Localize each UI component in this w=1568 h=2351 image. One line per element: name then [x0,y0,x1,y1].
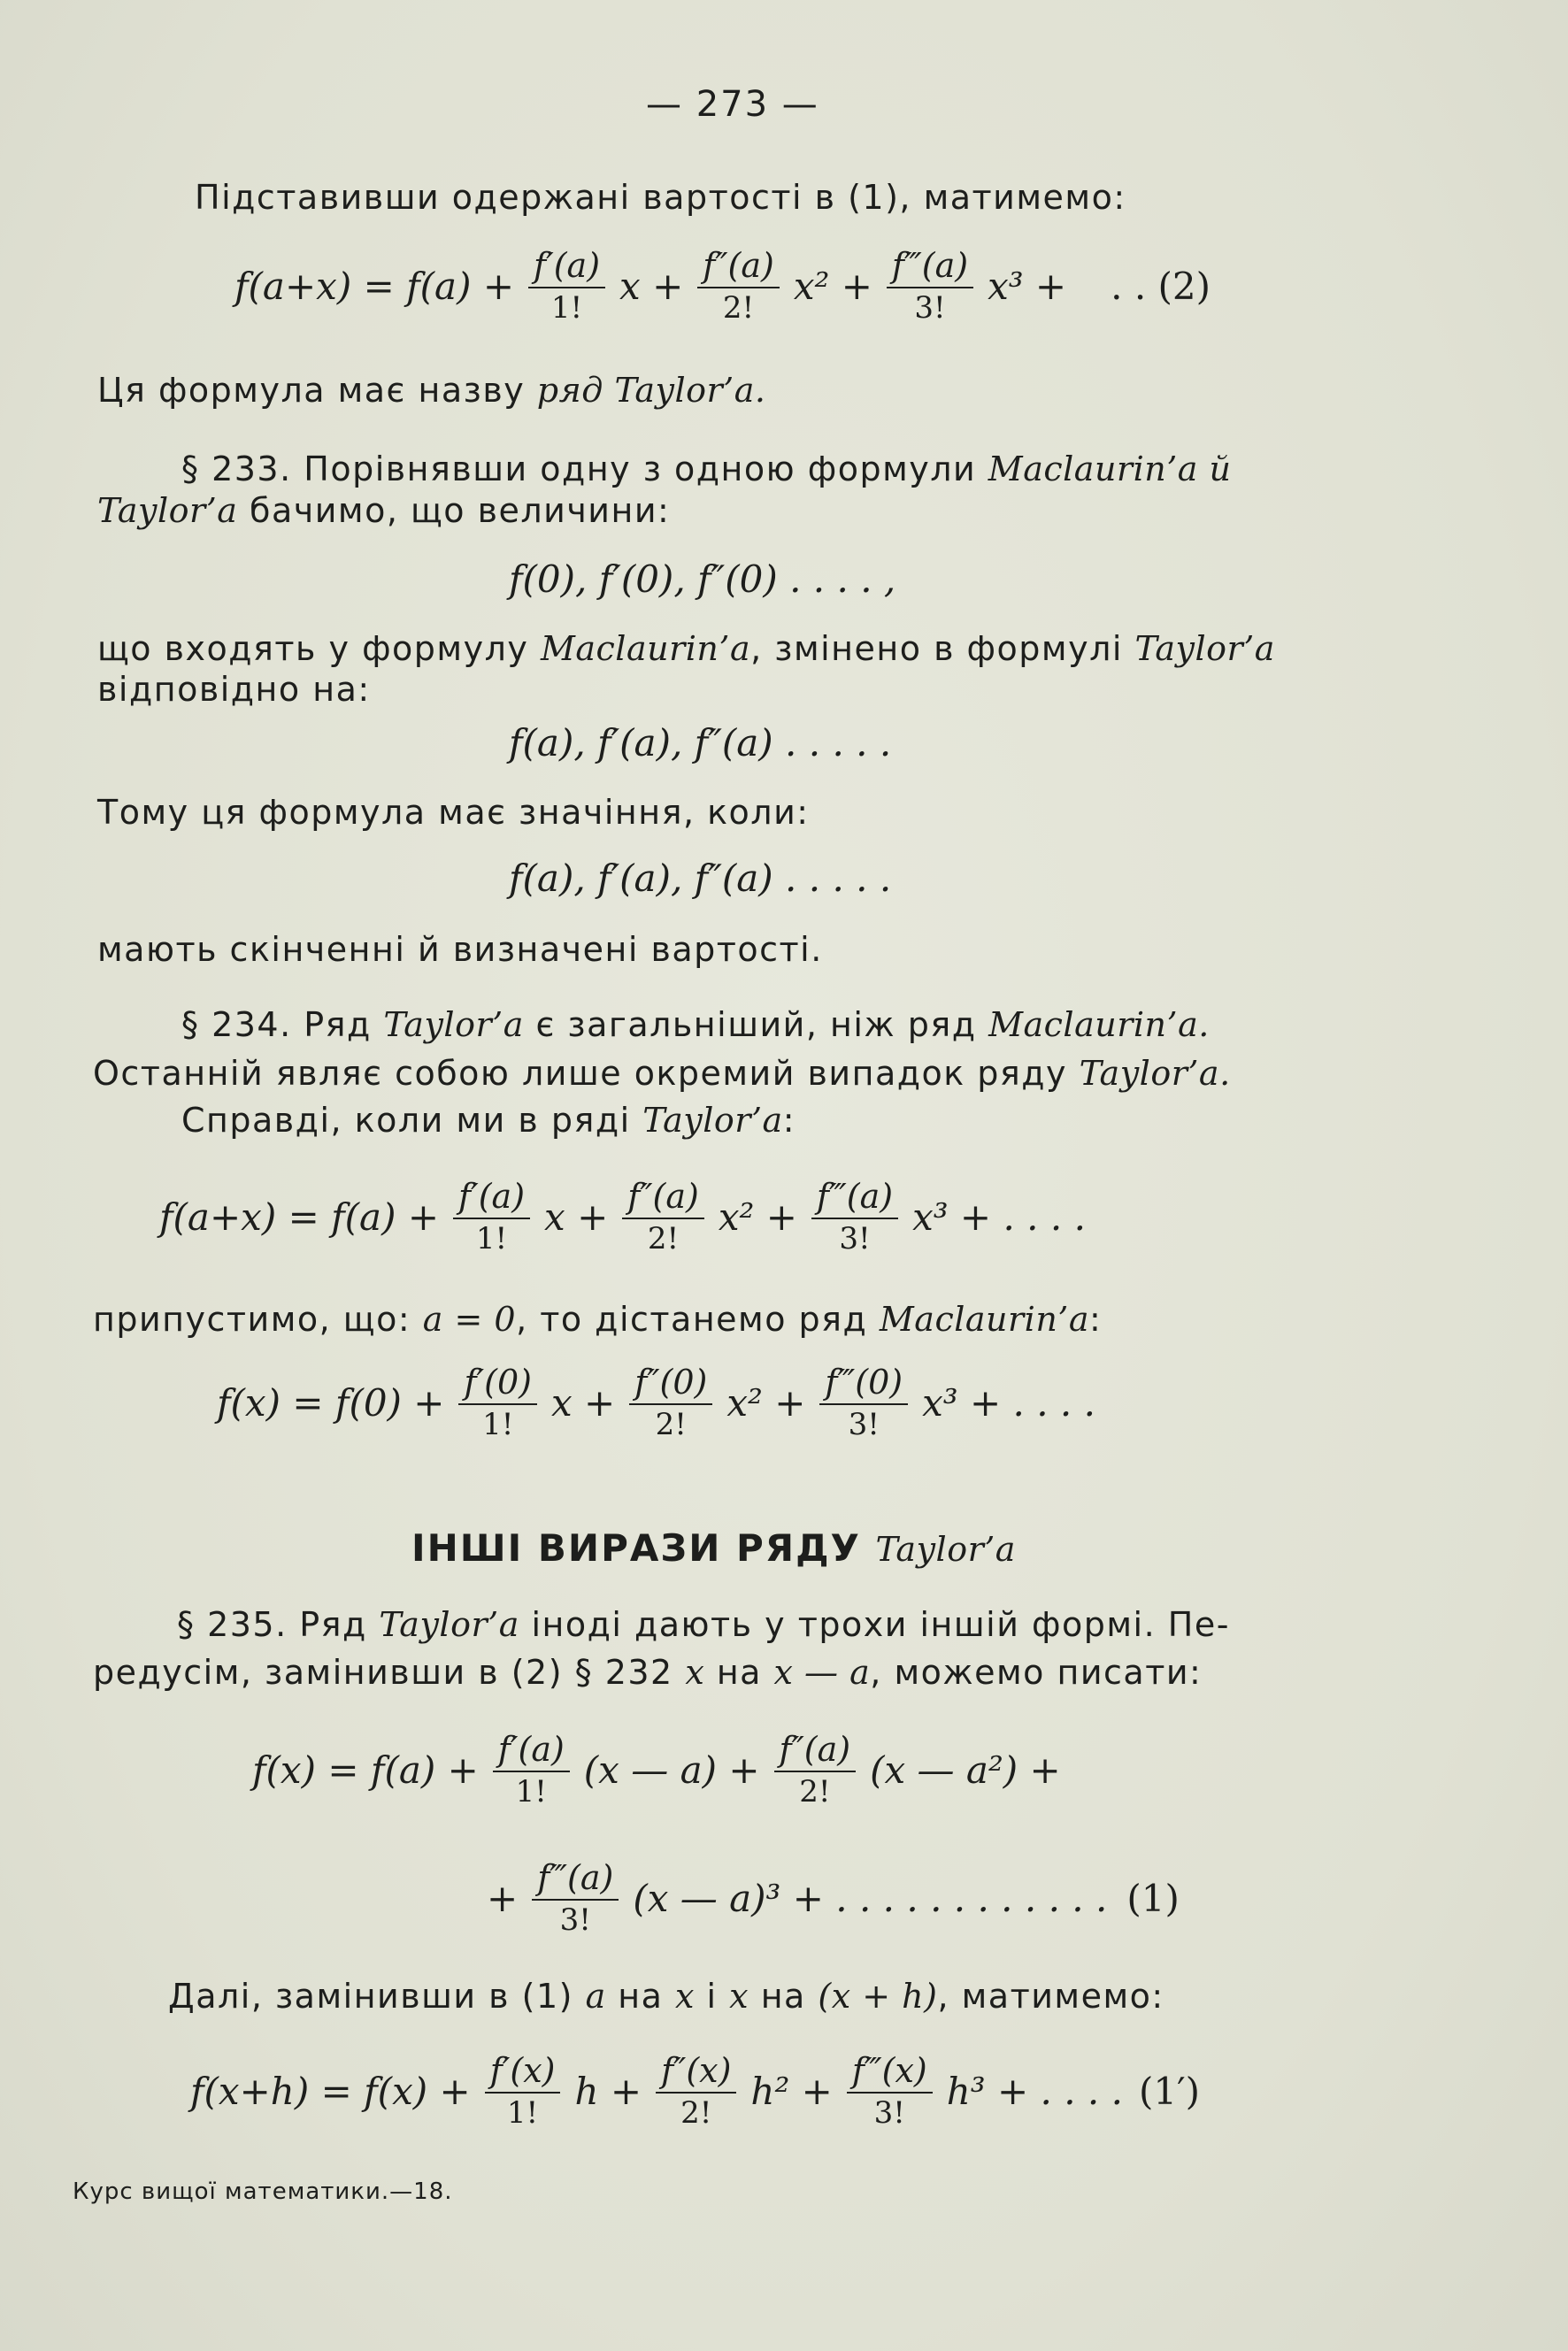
fraction-2: $\frac{f''(a)}{2!}$ [697,246,780,326]
formula-term-2: h² + [750,2069,833,2113]
formula-taylor-series [159,1177,1086,1256]
fraction-2: $\frac{f''(a)}{2!}$ [622,1177,704,1256]
fraction-3: $\frac{f‴(a)}{3!}$ [887,246,973,326]
fraction-3: $\frac{f‴(x)}{3!}$ [847,2051,933,2131]
formula-term-2: x² + [793,264,872,308]
formula-term-2: x² + [718,1195,797,1239]
formula-maclaurin-series [217,1363,1095,1442]
paragraph-finite: мають скінченні й визначені вартості. [97,930,823,969]
formula-term-2: (x — a²) + [870,1748,1061,1792]
fraction-1: $\frac{f'(0)}{1!}$ [458,1363,537,1442]
fraction-2: $\frac{f''(0)}{2!}$ [629,1363,712,1442]
formula-term-1: (x — a) + [583,1748,760,1792]
fraction-3: $\frac{f‴(a)}{3!}$ [532,1858,619,1938]
formula-values-a-1: f(a), f′(a), f″(a) . . . . . [509,721,892,764]
formula-term-1: x + [544,1195,609,1239]
formula-term-3: (x — a)³ + . . . . . . . . . . . . [633,1876,1108,1920]
section-233-line-1: § 233. Порівнявши одну з одною формули Maclaurin’a й [181,449,1232,488]
section-heading: ІНШІ ВИРАЗИ РЯДУ Taylor’a [411,1526,1016,1570]
fraction-1: $\frac{f'(a)}{1!}$ [528,246,605,326]
paragraph-replace: Далі, замінивши в (1) a на x і x на (x + h), матимемо: [168,1977,1164,2016]
formula-term-1: h + [574,2069,642,2113]
section-233-line-2: Taylor’a бачимо, що величини: [97,491,671,530]
formula-term-3: h³ + . . . . [946,2069,1123,2113]
formula-values-zero: f(0), f′(0), f″(0) . . . . , [509,557,896,601]
formula-term-3: x³ + . . . . [912,1195,1086,1239]
equation-number: . . (2) [1111,264,1211,308]
fraction-3: $\frac{f‴(0)}{3!}$ [819,1363,908,1442]
section-235-line-2: редусім, замінивши в (2) § 232 x на x — a, можемо писати: [93,1653,1203,1692]
formula-term-2: x² + [726,1380,806,1425]
formula-lhs: f(a+x) = f(a) + [234,264,515,308]
formula-taylor-x-minus-a-continued [487,1858,1180,1938]
fraction-1: $\frac{f'(x)}{1!}$ [485,2051,561,2131]
formula-taylor-2 [234,246,1211,326]
equation-number: (1) [1126,1876,1180,1920]
formula-lhs: f(x) = f(a) + [252,1748,479,1792]
paragraph-meaning: Тому ця формула має значіння, коли: [97,793,810,832]
paragraph-assume: припустимо, що: a = 0, то дістанемо ряд Maclaurin’a: [93,1300,1103,1339]
page-number: — 273 — [646,84,819,125]
formula-lhs: f(x+h) = f(x) + [190,2069,471,2113]
paragraph-entering-line-2: відповідно на: [97,670,371,709]
formula-term-3: x³ + [988,264,1067,308]
formula-lead: + [487,1876,519,1920]
formula-taylor-x-plus-h [190,2051,1200,2131]
fraction-1: $\frac{f'(a)}{1!}$ [453,1177,530,1256]
paragraph-taylor-name: Ця формула має назву ряд Taylor’a. [97,371,766,410]
section-234-line-3: Справді, коли ми в ряді Taylor’a: [181,1101,796,1140]
formula-values-a-2: f(a), f′(a), f″(a) . . . . . [509,857,892,900]
fraction-3: $\frac{f‴(a)}{3!}$ [811,1177,898,1256]
paragraph-substitution: Підставивши одержані вартості в (1), матимемо: [195,178,1126,217]
formula-lhs: f(a+x) = f(a) + [159,1195,440,1239]
formula-term-1: x + [619,264,684,308]
paragraph-entering-line-1: що входять у формулу Maclaurin’a, змінено в формулі Taylor’a [97,629,1275,668]
section-235-line-1: § 235. Ряд Taylor’a іноді дають у трохи іншій формі. Пе- [177,1605,1230,1644]
fraction-2: $\frac{f''(a)}{2!}$ [774,1730,857,1809]
formula-taylor-x-minus-a [252,1730,1061,1809]
section-234-line-1: § 234. Ряд Taylor’a є загальніший, ніж ряд Maclaurin’a. [181,1005,1210,1044]
section-234-line-2: Останній являє собою лише окремий випадок ряду Taylor’a. [93,1054,1231,1093]
fraction-1: $\frac{f'(a)}{1!}$ [493,1730,570,1809]
page-footer: Курс вищої математики.—18. [73,2178,453,2205]
formula-term-1: x + [551,1380,616,1425]
formula-term-3: x³ + . . . . [922,1380,1095,1425]
fraction-2: $\frac{f''(x)}{2!}$ [656,2051,736,2131]
formula-lhs: f(x) = f(0) + [217,1380,445,1425]
equation-number: (1′) [1138,2069,1201,2113]
